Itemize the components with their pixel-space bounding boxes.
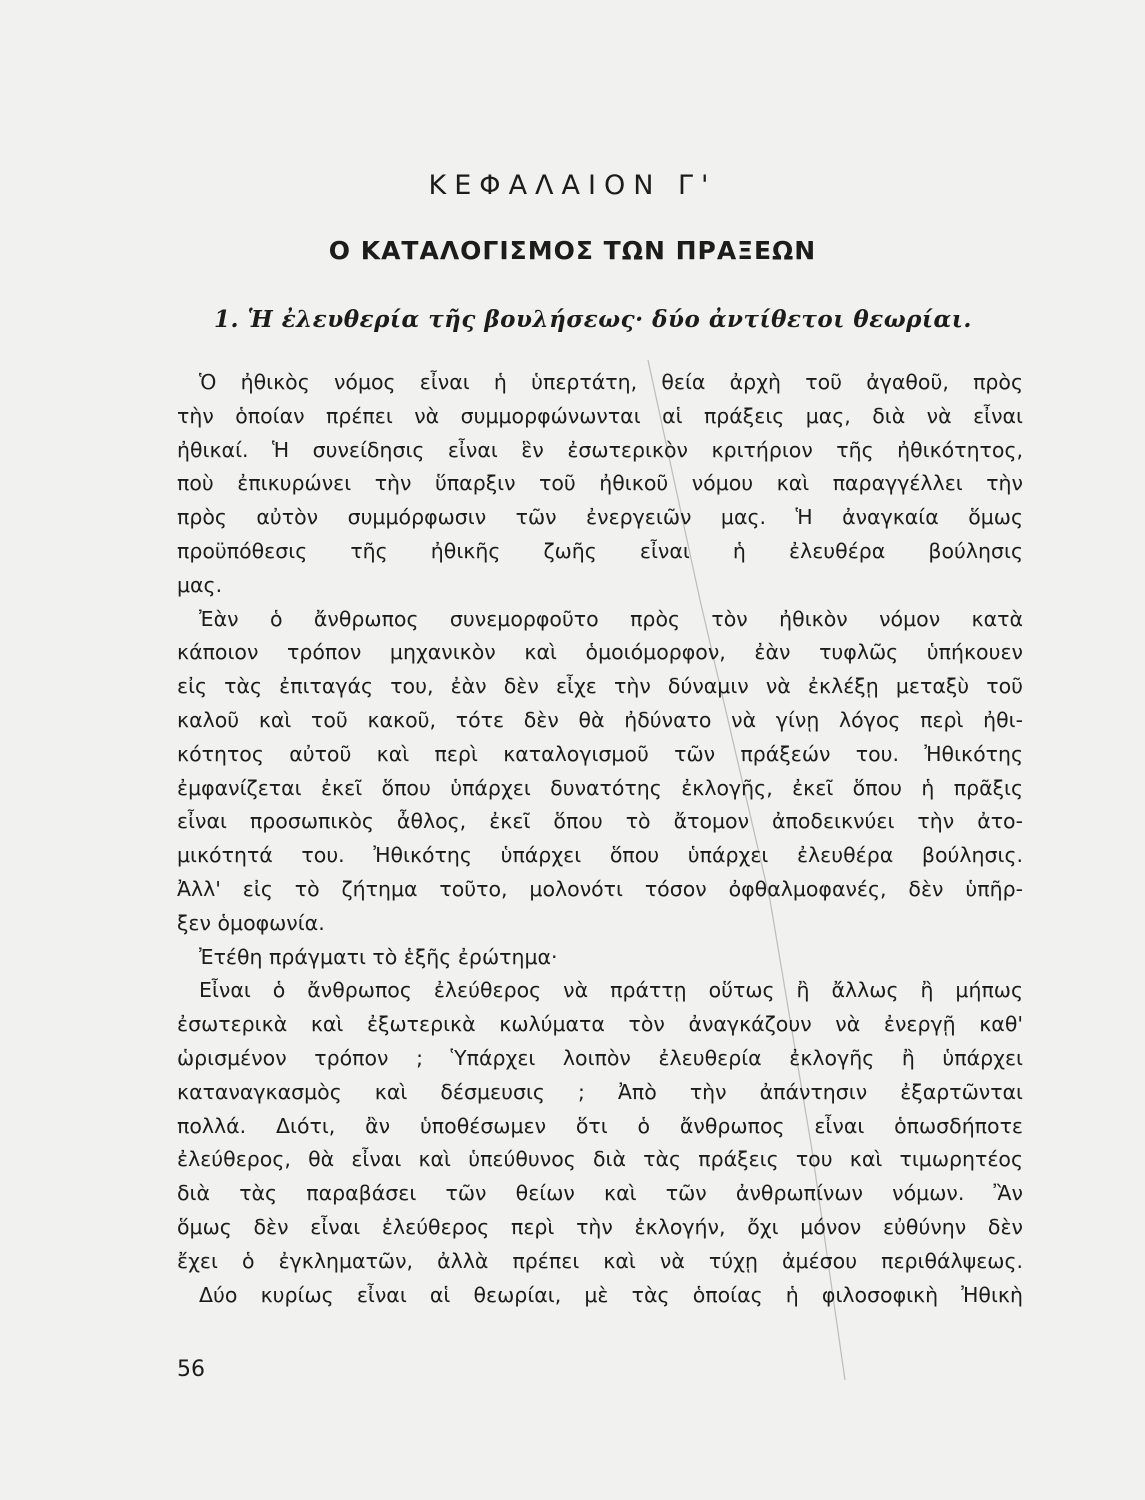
text-line: εἰς τὰς ἐπιταγάς του, ἐὰν δὲν εἶχε τὴν δύναμιν νὰ ἐκλέξῃ μεταξὺ τοῦ xyxy=(177,674,1023,699)
text-line: Ὁ ἠθικὸς νόμος εἶναι ἡ ὑπερτάτη, θεία ἀρχὴ τοῦ ἀγαθοῦ, πρὸς xyxy=(199,370,1023,394)
text-line: ποὺ ἐπικυρώνει τὴν ὕπαρξιν τοῦ ἠθικοῦ νόμου καὶ παραγγέλλει τὴν xyxy=(177,471,1023,496)
text-line: Δύο κυρίως εἶναι αἱ θεωρίαι, μὲ τὰς ὁποίας ἡ φιλοσοφικὴ Ἠθικὴ xyxy=(199,1282,1023,1307)
text-line: κότητος αὐτοῦ καὶ περὶ καταλογισμοῦ τῶν πράξεών του. Ἠθικότης xyxy=(177,741,1023,766)
body-text xyxy=(177,366,1023,1312)
text-line: πρὸς αὐτὸν συμμόρφωσιν τῶν ἐνεργειῶν μας. Ἡ ἀναγκαία ὅμως xyxy=(177,505,1023,530)
chapter-title: Ο ΚΑΤΑΛΟΓΙΣΜΟΣ ΤΩΝ ΠΡΑΞΕΩΝ xyxy=(328,236,817,265)
text-line: μικότητά του. Ἠθικότης ὑπάρχει ὅπου ὑπάρχει ἐλευθέρα βούλησις. xyxy=(177,843,1023,868)
text-line: καταναγκασμὸς καὶ δέσμευσις ; Ἀπὸ τὴν ἀπάντησιν ἐξαρτῶνται xyxy=(177,1079,1023,1104)
text-line: ἔχει ὁ ἐγκληματῶν, ἀλλὰ πρέπει καὶ νὰ τύχῃ ἀμέσου περιθάλψεως. xyxy=(177,1248,1023,1273)
text-line: κάποιον τρόπον μηχανικὸν καὶ ὁμοιόμορφον, ἐὰν τυφλῶς ὑπήκουεν xyxy=(177,640,1023,665)
text-line: μας. xyxy=(177,572,223,597)
chapter-label: ΚΕΦΑΛΑΙΟΝ Γ' xyxy=(428,170,717,201)
text-line: ἐσωτερικὰ καὶ ἐξωτερικὰ κωλύματα τὸν ἀναγκάζουν νὰ ἐνεργῇ καθ' xyxy=(177,1012,1023,1037)
text-line: προϋπόθεσις τῆς ἠθικῆς ζωῆς εἶναι ἡ ἐλευθέρα βούλησις xyxy=(177,538,1023,563)
text-line: ὅμως δὲν εἶναι ἐλεύθερος περὶ τὴν ἐκλογήν, ὄχι μόνον εὐθύνην δὲν xyxy=(177,1214,1023,1239)
text-line: Ἀλλ' εἰς τὸ ζήτημα τοῦτο, μολονότι τόσον ὀφθαλμοφανές, δὲν ὑπῆρ- xyxy=(177,876,1023,901)
text-line: ἠθικαί. Ἡ συνείδησις εἶναι ἓν ἐσωτερικὸν κριτήριον τῆς ἠθικότητος, xyxy=(177,437,1023,462)
text-line: ἐμφανίζεται ἐκεῖ ὅπου ὑπάρχει δυνατότης ἐκλογῆς, ἐκεῖ ὅπου ἡ πρᾶξις xyxy=(177,775,1023,800)
section-title: 1. Ἡ ἐλευθερία τῆς βουλήσεως· δύο ἀντίθετοι θεωρίαι. xyxy=(214,306,972,333)
text-line: εἶναι προσωπικὸς ἆθλος, ἐκεῖ ὅπου τὸ ἄτομον ἀποδεικνύει τὴν ἀτο- xyxy=(177,809,1023,834)
text-line: Εἶναι ὁ ἄνθρωπος ἐλεύθερος νὰ πράττῃ οὕτως ἢ ἄλλως ἢ μήπως xyxy=(199,978,1023,1003)
text-line: ξεν ὁμοφωνία. xyxy=(177,910,325,935)
text-line: τὴν ὁποίαν πρέπει νὰ συμμορφώνωνται αἱ πράξεις μας, διὰ νὰ εἶναι xyxy=(177,403,1023,428)
page-number: 56 xyxy=(177,1357,205,1382)
text-line: Ἐὰν ὁ ἄνθρωπος συνεμορφοῦτο πρὸς τὸν ἠθικὸν νόμον κατὰ xyxy=(199,606,1023,631)
text-line: διὰ τὰς παραβάσει τῶν θείων καὶ τῶν ἀνθρωπίνων νόμων. Ἂν xyxy=(177,1181,1023,1206)
text-line: ἐλεύθερος, θὰ εἶναι καὶ ὑπεύθυνος διὰ τὰς πράξεις του καὶ τιμωρητέος xyxy=(177,1147,1023,1172)
text-line: ὡρισμένον τρόπον ; Ὑπάρχει λοιπὸν ἐλευθερία ἐκλογῆς ἢ ὑπάρχει xyxy=(177,1045,1023,1070)
text-line: Ἐτέθη πράγματι τὸ ἑξῆς ἐρώτημα· xyxy=(199,944,558,969)
text-line: πολλά. Διότι, ἂν ὑποθέσωμεν ὅτι ὁ ἄνθρωπος εἶναι ὁπωσδήποτε xyxy=(177,1113,1023,1138)
text-line: καλοῦ καὶ τοῦ κακοῦ, τότε δὲν θὰ ἠδύνατο νὰ γίνῃ λόγος περὶ ἠθι- xyxy=(177,707,1023,732)
